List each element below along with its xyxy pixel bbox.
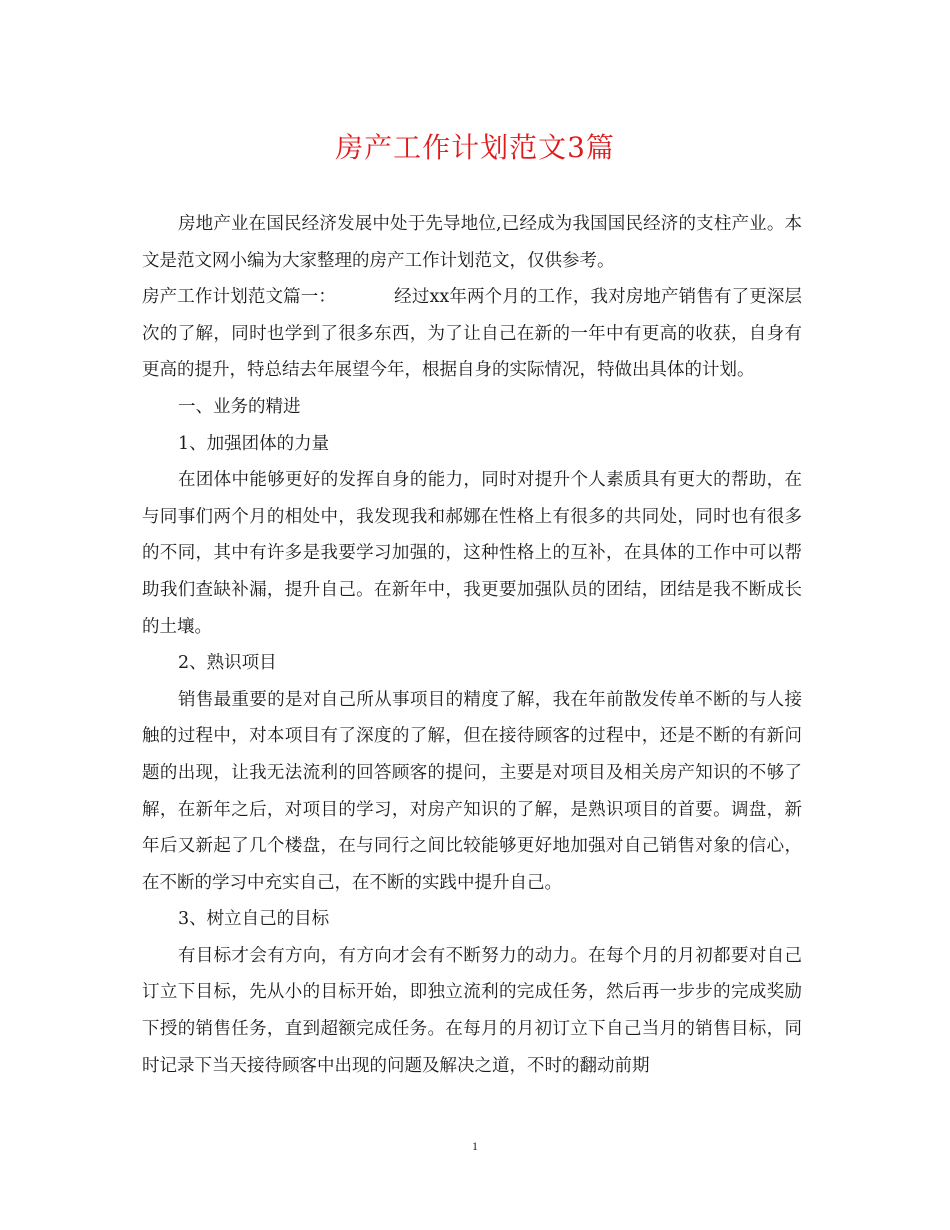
section-heading-business: 一、业务的精进	[178, 396, 301, 417]
article-1-paragraph	[142, 279, 802, 389]
intro-paragraph: 房地产业在国民经济发展中处于先导地位,已经成为我国国民经济的支柱产业。本文是范文网小编为大家整理的房产工作计划范文，仅供参考。	[142, 214, 802, 271]
item-paragraph-3: 有目标才会有方向，有方向才会有不断努力的动力。在每个月的月初都要对自己订立下目标，先从小的目标开始，即独立流利的完成任务，然后再一步步的完成奖励下授的销售任务，直到超额完成任务。在每月的月初订立下自己当月的销售目标，同时记录下当天接待顾客中出现的问题及解决之道，不时的翻动前期	[142, 945, 802, 1076]
item-paragraph-2: 销售最重要的是对自己所从事项目的精度了解，我在年前散发传单不断的与人接触的过程中，对本项目有了深度的了解，但在接待顾客的过程中，还是不断的有新问题的出现，让我无法流利的回答顾客的提问，主要是对项目及相关房产知识的不够了解，在新年之后，对项目的学习，对房产知识的了解，是熟识项目的首要。调盘，新年后又新起了几个楼盘，在与同行之间比较能够更好地加强对自己销售对象的信心，在不断的学习中充实自己，在不断的实践中提升自己。	[142, 689, 802, 893]
document-title: 房产工作计划范文3篇	[335, 131, 615, 164]
article-1-opening: 经过xx年两个月的工作，我对房地产销售有了更深层次的了解，同时也学到了很多东西，为了让自己在新的一年中有更高的收获，自身有更高的提升，特总结去年展望今年，根据自身的实际情况，特做出具体的计划。	[142, 287, 802, 381]
item-heading-3: 3、树立自己的目标	[178, 909, 330, 930]
document-body	[142, 206, 802, 1084]
article-1-label: 房产工作计划范文篇一：	[142, 287, 337, 308]
item-paragraph-1: 在团体中能够更好的发挥自身的能力，同时对提升个人素质具有更大的帮助，在与同事们两个月的相处中，我发现我和郝娜在性格上有很多的共同处，同时也有很多的不同，其中有许多是我要学习加强的，这种性格上的互补，在具体的工作中可以帮助我们查缺补漏，提升自己。在新年中，我更要加强队员的团结，团结是我不断成长的土壤。	[142, 470, 802, 637]
item-heading-2: 2、熟识项目	[178, 653, 277, 674]
item-heading-1: 1、加强团体的力量	[178, 433, 330, 454]
page-number: 1	[472, 1139, 478, 1153]
